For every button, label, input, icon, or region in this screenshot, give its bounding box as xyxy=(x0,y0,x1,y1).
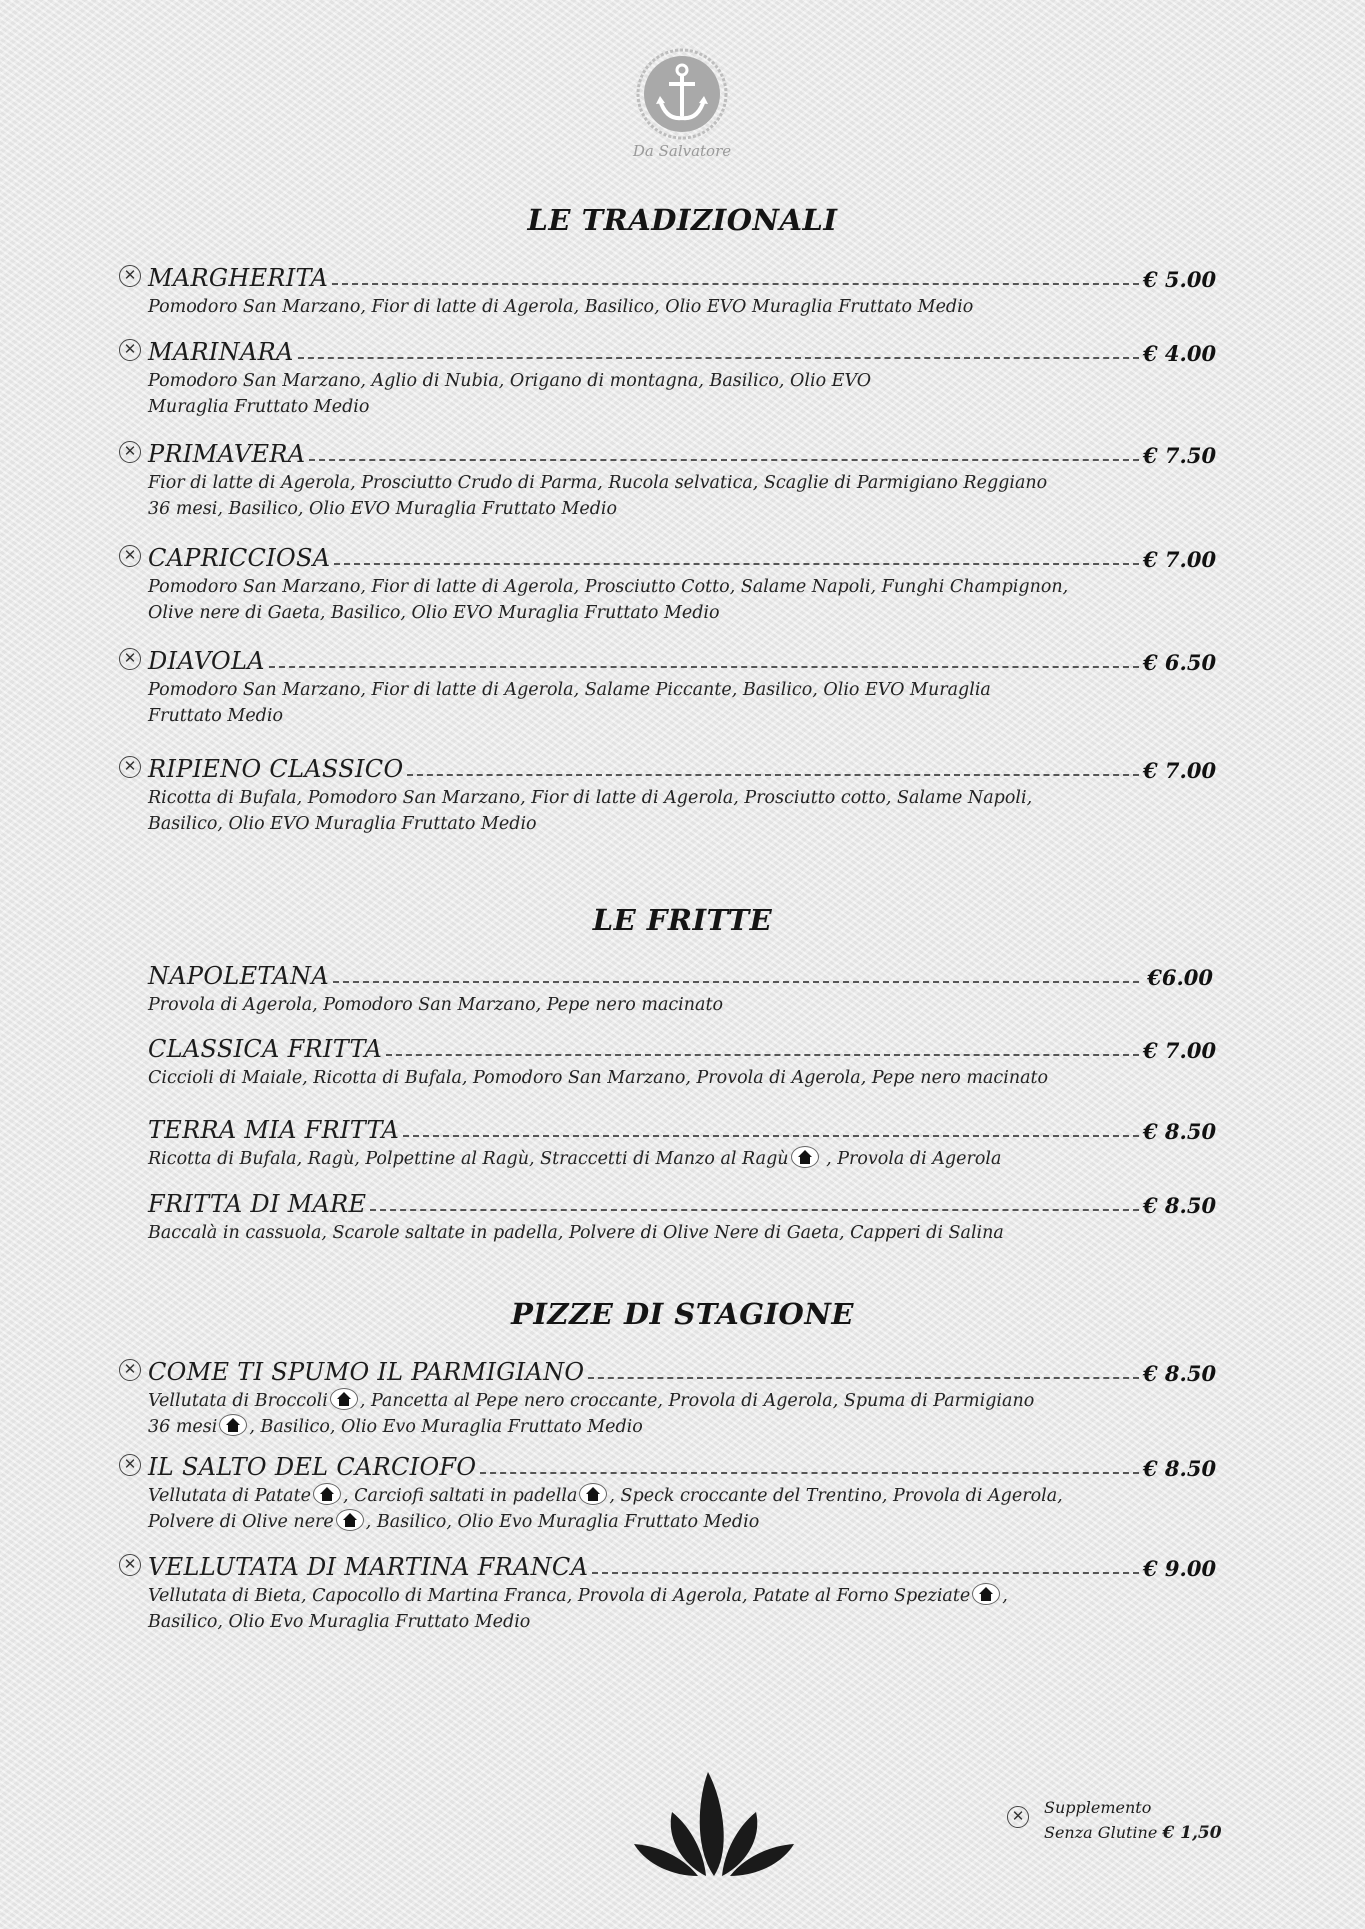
menu-item-price: € 7.50 xyxy=(1143,443,1217,468)
menu-item-price: € 5.00 xyxy=(1143,267,1217,292)
description-line xyxy=(148,703,1153,729)
description-line xyxy=(148,1388,1153,1414)
section-title-fritte: LE FRITTE xyxy=(592,903,773,937)
menu-item-price: € 8.50 xyxy=(1143,1456,1217,1481)
gluten-free-icon: ✕ xyxy=(119,545,141,567)
house-icon xyxy=(972,1583,1000,1605)
menu-item-name: DIAVOLA xyxy=(148,647,265,675)
dotted-leader xyxy=(298,357,1139,359)
menu-item-header xyxy=(148,641,1217,675)
dotted-leader xyxy=(333,981,1139,983)
description-text: Basilico, Olio Evo Muraglia Fruttato Medio xyxy=(148,1612,531,1632)
gluten-free-icon: ✕ xyxy=(119,441,141,463)
description-text: Pomodoro San Marzano, Fior di latte di Agerola, Basilico, Olio EVO Muraglia Fruttato Medio xyxy=(148,297,974,317)
description-line xyxy=(148,1583,1153,1609)
description-line xyxy=(148,811,1153,837)
menu-item xyxy=(123,434,1217,522)
house-icon xyxy=(313,1483,341,1505)
description-line xyxy=(148,368,1153,394)
dotted-leader xyxy=(309,459,1139,461)
description-text: Ricotta di Bufala, Pomodoro San Marzano, Fior di latte di Agerola, Prosciutto cotto, Salame Napoli, xyxy=(148,788,1033,808)
description-text: Vellutata di Broccoli xyxy=(148,1391,328,1411)
house-icon xyxy=(330,1388,358,1410)
leaf-ornament-icon xyxy=(632,1768,796,1878)
menu-item-price: € 8.50 xyxy=(1143,1193,1217,1218)
menu-item xyxy=(123,332,1217,420)
gluten-free-icon: ✕ xyxy=(119,756,141,778)
menu-item-header xyxy=(148,1547,1217,1581)
menu-item-header xyxy=(148,1184,1217,1218)
description-text: Baccalà in cassuola, Scarole saltate in padella, Polvere di Olive Nere di Gaeta, Capperi di Salina xyxy=(148,1223,1004,1243)
logo-text: Da Salvatore xyxy=(632,142,732,160)
dotted-leader xyxy=(588,1377,1139,1379)
menu-item-header xyxy=(148,538,1217,572)
dotted-leader xyxy=(403,1135,1139,1137)
menu-item-name: PRIMAVERA xyxy=(148,440,306,468)
description-text: Fruttato Medio xyxy=(148,706,284,726)
gluten-free-icon: ✕ xyxy=(119,1554,141,1576)
menu-item xyxy=(148,1110,1217,1172)
supplement-line1: Supplemento xyxy=(1044,1798,1152,1817)
house-icon xyxy=(791,1146,819,1168)
description-line xyxy=(148,1146,1153,1172)
menu-item-price: €6.00 xyxy=(1147,965,1213,990)
menu-item-name: CAPRICCIOSA xyxy=(148,544,331,572)
menu-item-description xyxy=(148,677,1213,729)
menu-item-price: € 8.50 xyxy=(1143,1119,1217,1144)
anchor-icon xyxy=(636,48,728,140)
menu-item-name: COME TI SPUMO IL PARMIGIANO xyxy=(148,1358,585,1386)
menu-item-description xyxy=(148,574,1213,626)
section-title-stagione: PIZZE DI STAGIONE xyxy=(511,1297,854,1331)
menu-item-description xyxy=(148,294,1213,320)
menu-item xyxy=(123,749,1217,837)
description-text: 36 mesi, Basilico, Olio EVO Muraglia Fruttato Medio xyxy=(148,499,618,519)
menu-item-name: MARGHERITA xyxy=(148,264,329,292)
menu-item xyxy=(123,258,1217,320)
menu-item-description xyxy=(148,1220,1213,1246)
description-text: Basilico, Olio EVO Muraglia Fruttato Medio xyxy=(148,814,537,834)
description-line xyxy=(148,600,1153,626)
description-line xyxy=(148,1483,1153,1509)
gluten-free-supplement xyxy=(1008,1795,1222,1846)
supplement-price: € 1,50 xyxy=(1162,1823,1222,1843)
description-text: Vellutata di Bieta, Capocollo di Martina Franca, Provola di Agerola, Patate al Forno Speziate xyxy=(148,1586,971,1606)
menu-item-description xyxy=(148,470,1213,522)
description-line xyxy=(148,574,1153,600)
menu-item-name: NAPOLETANA xyxy=(148,962,329,990)
menu-item-header xyxy=(148,332,1217,366)
menu-item-price: € 4.00 xyxy=(1143,341,1217,366)
description-text: Olive nere di Gaeta, Basilico, Olio EVO Muraglia Fruttato Medio xyxy=(148,603,720,623)
menu-item-description xyxy=(148,368,1213,420)
menu-item-header xyxy=(148,258,1217,292)
description-text: 36 mesi xyxy=(148,1417,218,1437)
menu-item-name: FRITTA DI MARE xyxy=(148,1190,367,1218)
description-text: Pomodoro San Marzano, Aglio di Nubia, Origano di montagna, Basilico, Olio EVO xyxy=(148,371,872,391)
menu-item xyxy=(123,1352,1217,1440)
menu-item-header xyxy=(148,956,1213,990)
dotted-leader xyxy=(370,1209,1139,1211)
menu-item xyxy=(123,1447,1217,1535)
description-text: Ciccioli di Maiale, Ricotta di Bufala, Pomodoro San Marzano, Provola di Agerola, Pepe nero macinato xyxy=(148,1068,1049,1088)
gluten-free-icon: ✕ xyxy=(119,265,141,287)
menu-item xyxy=(123,641,1217,729)
menu-item xyxy=(123,538,1217,626)
dotted-leader xyxy=(592,1572,1139,1574)
description-text: Pomodoro San Marzano, Fior di latte di Agerola, Salame Piccante, Basilico, Olio EVO Muraglia xyxy=(148,680,991,700)
description-text: Vellutata di Patate xyxy=(148,1486,311,1506)
dotted-leader xyxy=(480,1472,1139,1474)
gluten-free-icon: ✕ xyxy=(1007,1806,1029,1828)
menu-item-name: RIPIENO CLASSICO xyxy=(148,755,404,783)
description-text: Provola di Agerola, Pomodoro San Marzano, Pepe nero macinato xyxy=(148,995,724,1015)
description-text: Fior di latte di Agerola, Prosciutto Crudo di Parma, Rucola selvatica, Scaglie di Parmigiano Reggiano xyxy=(148,473,1048,493)
description-text: Muraglia Fruttato Medio xyxy=(148,397,370,417)
menu-item-price: € 7.00 xyxy=(1143,1038,1217,1063)
description-line xyxy=(148,1609,1153,1635)
description-text: , Basilico, Olio Evo Muraglia Fruttato Medio xyxy=(249,1417,643,1437)
menu-item-price: € 6.50 xyxy=(1143,650,1217,675)
description-text: Ricotta di Bufala, Ragù, Polpettine al Ragù, Straccetti di Manzo al Ragù xyxy=(148,1149,789,1169)
description-text: , Basilico, Olio Evo Muraglia Fruttato Medio xyxy=(365,1512,760,1532)
menu-item xyxy=(123,1547,1217,1635)
dotted-leader xyxy=(386,1054,1139,1056)
menu-item-description xyxy=(148,1065,1213,1091)
description-text: Polvere di Olive nere xyxy=(148,1512,334,1532)
house-icon xyxy=(219,1414,247,1436)
description-text: , Speck croccante del Trentino, Provola di Agerola, xyxy=(609,1486,1063,1506)
menu-item-description xyxy=(148,1583,1213,1635)
supplement-line2 xyxy=(1044,1820,1222,1846)
description-line xyxy=(148,992,1153,1018)
menu-item-name: TERRA MIA FRITTA xyxy=(148,1116,400,1144)
gluten-free-icon: ✕ xyxy=(119,1454,141,1476)
menu-item-header xyxy=(148,1029,1217,1063)
logo xyxy=(622,48,742,160)
menu-item-header xyxy=(148,1110,1217,1144)
section-title-tradizionali: LE TRADIZIONALI xyxy=(527,203,838,237)
supplement-label: Senza Glutine xyxy=(1044,1823,1158,1842)
description-line xyxy=(148,496,1153,522)
menu-item xyxy=(148,956,1213,1018)
menu-item-header xyxy=(148,749,1217,783)
description-text: Pomodoro San Marzano, Fior di latte di Agerola, Prosciutto Cotto, Salame Napoli, Funghi Champignon, xyxy=(148,577,1069,597)
gluten-free-icon: ✕ xyxy=(119,1359,141,1381)
menu-item xyxy=(148,1184,1217,1246)
menu-item-header xyxy=(148,1447,1217,1481)
gluten-free-icon: ✕ xyxy=(119,339,141,361)
description-line xyxy=(148,470,1153,496)
dotted-leader xyxy=(269,666,1139,668)
description-line xyxy=(148,785,1153,811)
menu-item-price: € 8.50 xyxy=(1143,1361,1217,1386)
menu-item-name: IL SALTO DEL CARCIOFO xyxy=(148,1453,477,1481)
description-text: , Carciofi saltati in padella xyxy=(343,1486,578,1506)
dotted-leader xyxy=(334,563,1139,565)
menu-item-name: VELLUTATA DI MARTINA FRANCA xyxy=(148,1553,589,1581)
description-line xyxy=(148,677,1153,703)
menu-item-name: CLASSICA FRITTA xyxy=(148,1035,383,1063)
menu-item-description xyxy=(148,1146,1213,1172)
house-icon xyxy=(336,1509,364,1531)
gluten-free-icon: ✕ xyxy=(119,648,141,670)
description-line xyxy=(148,1414,1153,1440)
menu-item xyxy=(148,1029,1217,1091)
menu-item-description xyxy=(148,1483,1213,1535)
menu-item-name: MARINARA xyxy=(148,338,294,366)
menu-item-description xyxy=(148,1388,1213,1440)
description-line xyxy=(148,1220,1153,1246)
dotted-leader xyxy=(332,283,1139,285)
menu-item-price: € 7.00 xyxy=(1143,758,1217,783)
description-line xyxy=(148,1065,1153,1091)
house-icon xyxy=(579,1483,607,1505)
menu-item-price: € 7.00 xyxy=(1143,547,1217,572)
menu-item-description xyxy=(148,785,1213,837)
menu-item-header xyxy=(148,1352,1217,1386)
dotted-leader xyxy=(407,774,1139,776)
description-text: , xyxy=(1002,1586,1008,1606)
description-line xyxy=(148,1509,1153,1535)
description-text: , Pancetta al Pepe nero croccante, Provola di Agerola, Spuma di Parmigiano xyxy=(359,1391,1035,1411)
description-line xyxy=(148,394,1153,420)
description-line xyxy=(148,294,1153,320)
menu-item-header xyxy=(148,434,1217,468)
menu-item-price: € 9.00 xyxy=(1143,1556,1217,1581)
menu-item-description xyxy=(148,992,1213,1018)
description-text: , Provola di Agerola xyxy=(820,1149,1002,1169)
